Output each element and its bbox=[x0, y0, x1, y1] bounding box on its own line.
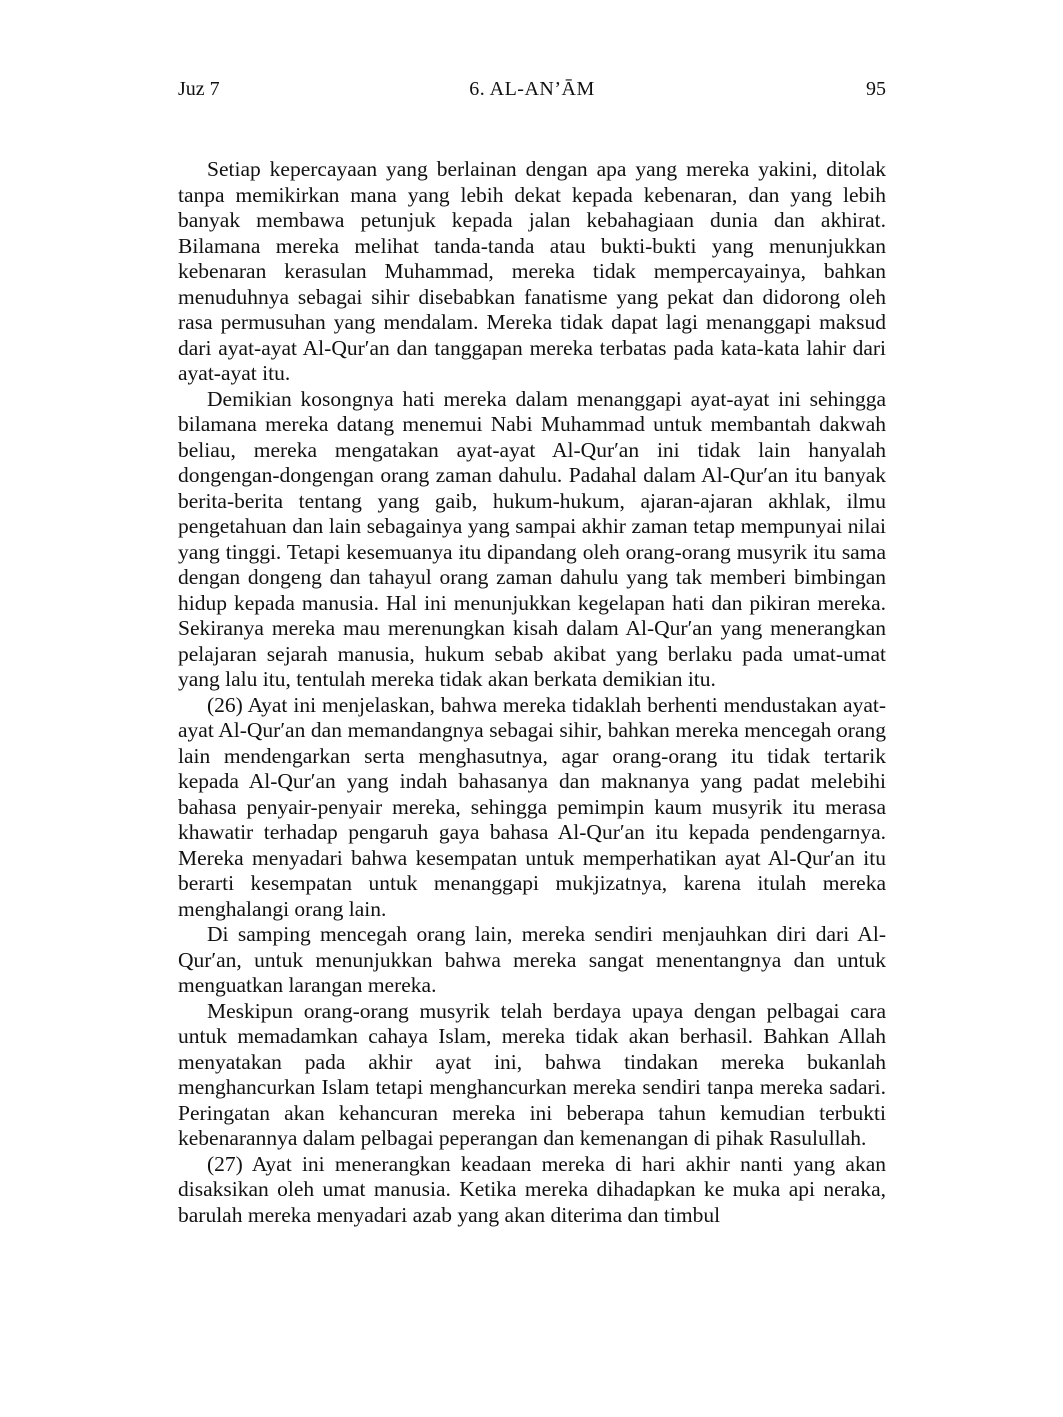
paragraph: Setiap kepercayaan yang berlainan dengan apa yang mereka yakini, ditolak tanpa memikirkan mana yang lebih dekat kepada kebenaran, dan yang lebih banyak membawa petunjuk kepada jalan kebahagiaan dunia dan akhirat. Bilamana mereka melihat tanda-tanda atau bukti-bukti yang menunjukkan kebenaran kerasulan Muhammad, mereka tidak mempercayainya, bahkan menuduhnya sebagai sihir disebabkan fanatisme yang pekat dan didorong oleh rasa permusuhan yang mendalam. Mereka tidak dapat lagi menanggapi maksud dari ayat-ayat Al-Qur′an dan tanggapan mereka terbatas pada kata-kata lahir dari ayat-ayat itu. bbox=[178, 157, 886, 385]
paragraph: (27) Ayat ini menerangkan keadaan mereka di hari akhir nanti yang akan disaksikan oleh umat manusia. Ketika mereka dihadapkan ke muka api neraka, barulah mereka menyadari azab yang akan diterima dan timbul bbox=[178, 1151, 886, 1227]
paragraph: Meskipun orang-orang musyrik telah berdaya upaya dengan pelbagai cara untuk memadamkan cahaya Islam, mereka tidak akan berhasil. Bahkan Allah menyatakan pada akhir ayat ini, bahwa tindakan mereka bukanlah menghancurkan Islam tetapi menghancurkan mereka sendiri tanpa mereka sadari. Peringatan akan kehancuran mereka ini beberapa tahun kemudian terbukti kebenarannya dalam pelbagai peperangan dan kemenangan di pihak Rasulullah. bbox=[178, 998, 886, 1150]
body-text bbox=[178, 157, 886, 1228]
juz-label: Juz 7 bbox=[178, 78, 220, 100]
surah-title: 6. AL-AN’ĀM bbox=[469, 78, 595, 100]
paragraph: (26) Ayat ini menjelaskan, bahwa mereka tidaklah berhenti mendustakan ayat-ayat Al-Qur′an dan memandangnya sebagai sihir, bahkan mereka mencegah orang lain mendengarkan serta menghasutnya, agar orang-orang itu tidak tertarik kepada Al-Qur′an yang indah bahasanya dan maknanya yang padat melebihi bahasa penyair-penyair mereka, sehingga pemimpin kaum musyrik itu merasa khawatir terhadap pengaruh gaya bahasa Al-Qur′an itu kepada pendengarnya. Mereka menyadari bahwa kesempatan untuk memperhatikan ayat Al-Qur′an itu berarti kesempatan untuk menanggapi mukjizatnya, karena itulah mereka menghalangi orang lain. bbox=[178, 692, 886, 921]
paragraph: Demikian kosongnya hati mereka dalam menanggapi ayat-ayat ini sehingga bilamana mereka datang menemui Nabi Muhammad untuk membantah dakwah beliau, mereka mengatakan ayat-ayat Al-Qur′an ini tidak lain hanyalah dongengan-dongengan orang zaman dahulu. Padahal dalam Al-Qur′an itu banyak berita-berita tentang yang gaib, hukum-hukum, ajaran-ajaran akhlak, ilmu pengetahuan dan lain sebagainya yang sampai akhir zaman tetap mempunyai nilai yang tinggi. Tetapi kesemuanya itu dipandang oleh orang-orang musyrik itu sama dengan dongeng dan tahayul orang zaman dahulu yang tak memberi bimbingan hidup kepada manusia. Hal ini menunjukkan kegelapan hati dan pikiran mereka. Sekiranya mereka mau merenungkan kisah dalam Al-Qur′an yang menerangkan pelajaran sejarah manusia, hukum sebab akibat yang berlaku pada umat-umat yang lalu itu, tentulah mereka tidak akan berkata demikian itu. bbox=[178, 386, 886, 691]
running-header bbox=[178, 74, 886, 104]
paragraph: Di samping mencegah orang lain, mereka sendiri menjauhkan diri dari Al-Qur′an, untuk menunjukkan bahwa mereka sangat menentangnya dan untuk menguatkan larangan mereka. bbox=[178, 922, 886, 997]
page-number: 95 bbox=[866, 78, 886, 100]
